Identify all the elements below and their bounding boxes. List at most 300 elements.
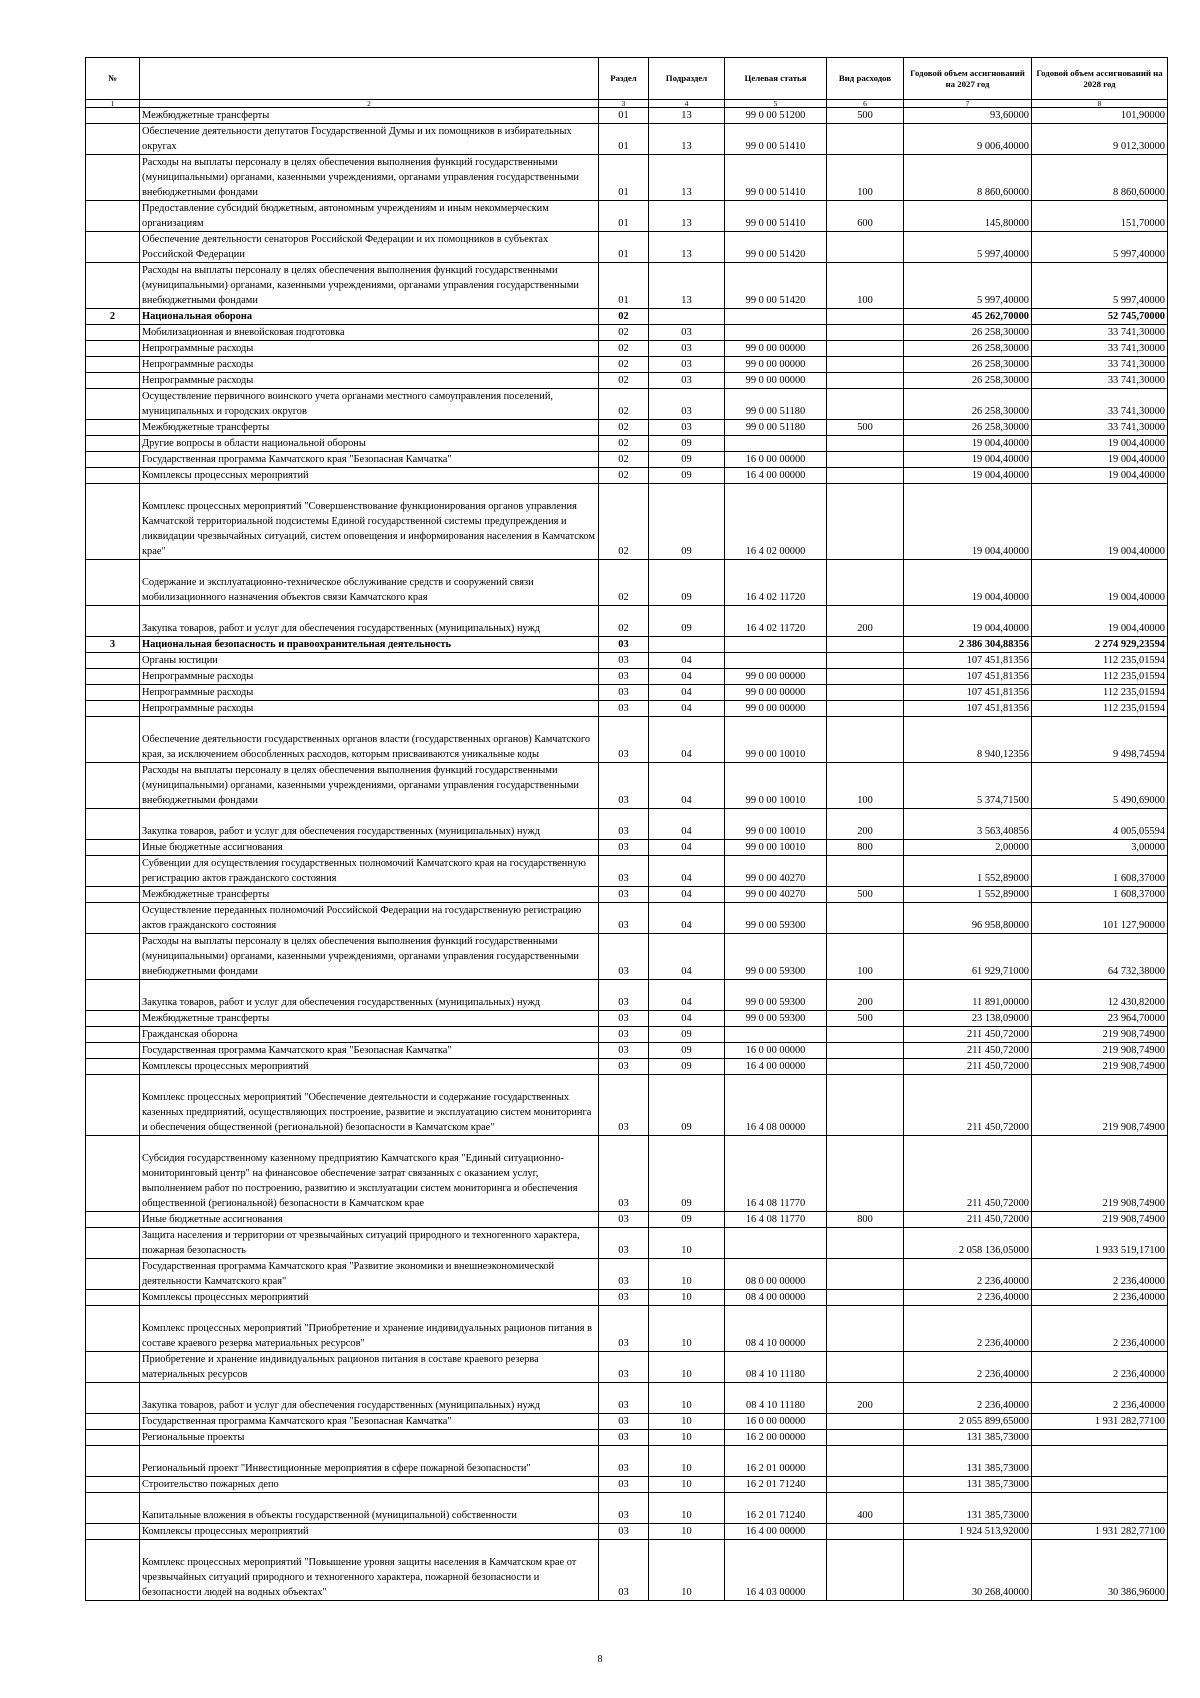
cell-expense-type xyxy=(827,325,904,341)
cell-subsection: 10 xyxy=(649,1228,725,1259)
cell-section: 03 xyxy=(599,903,649,934)
cell-amount-2027: 2 236,40000 xyxy=(904,1259,1032,1290)
cell-expense-type xyxy=(827,903,904,934)
cell-amount-2027: 30 268,40000 xyxy=(904,1540,1032,1601)
cell-number xyxy=(86,701,140,717)
table-row xyxy=(86,155,1168,201)
table-row xyxy=(86,389,1168,420)
cell-amount-2027: 3 563,40856 xyxy=(904,809,1032,840)
cell-expense-type xyxy=(827,341,904,357)
table-row xyxy=(86,1290,1168,1306)
cell-amount-2027: 107 451,81356 xyxy=(904,701,1032,717)
cell-amount-2027: 26 258,30000 xyxy=(904,373,1032,389)
table-row xyxy=(86,1540,1168,1601)
cell-amount-2028: 33 741,30000 xyxy=(1032,373,1168,389)
cell-name: Другие вопросы в области национальной обороны xyxy=(140,436,599,452)
cell-name: Расходы на выплаты персоналу в целях обеспечения выполнения функций государственными (муниципальными) органами, казенными учреждениями, органами управления государственными внебюджетными фондами xyxy=(140,263,599,309)
cell-section: 03 xyxy=(599,763,649,809)
cell-amount-2028: 2 236,40000 xyxy=(1032,1259,1168,1290)
cell-number xyxy=(86,1540,140,1601)
table-row xyxy=(86,452,1168,468)
cell-expense-type xyxy=(827,1075,904,1136)
column-index-row xyxy=(86,100,1168,108)
cell-amount-2028: 5 997,40000 xyxy=(1032,232,1168,263)
cell-number xyxy=(86,1383,140,1414)
cell-expense-type xyxy=(827,669,904,685)
cell-subsection: 04 xyxy=(649,856,725,887)
cell-name: Государственная программа Камчатского края "Безопасная Камчатка" xyxy=(140,1414,599,1430)
table-row xyxy=(86,232,1168,263)
cell-name: Закупка товаров, работ и услуг для обеспечения государственных (муниципальных) нужд xyxy=(140,809,599,840)
cell-number xyxy=(86,809,140,840)
cell-name: Обеспечение деятельности государственных органов власти (государственных органов) Камчатского края, за исключением обособленных расходов, которым присваиваются уникальные коды xyxy=(140,717,599,763)
cell-number xyxy=(86,903,140,934)
cell-expense-type: 500 xyxy=(827,420,904,436)
cell-expense-type: 200 xyxy=(827,809,904,840)
table-row xyxy=(86,1306,1168,1352)
cell-number xyxy=(86,201,140,232)
cell-subsection: 10 xyxy=(649,1352,725,1383)
cell-name: Комплексы процессных мероприятий xyxy=(140,1524,599,1540)
cell-expense-type: 100 xyxy=(827,763,904,809)
column-index: 6 xyxy=(827,100,904,108)
cell-name: Мобилизационная и вневойсковая подготовка xyxy=(140,325,599,341)
cell-name: Межбюджетные трансферты xyxy=(140,420,599,436)
cell-amount-2028: 219 908,74900 xyxy=(1032,1075,1168,1136)
cell-number xyxy=(86,1212,140,1228)
cell-target-article: 16 4 00 00000 xyxy=(725,468,827,484)
cell-number xyxy=(86,1075,140,1136)
cell-amount-2028: 19 004,40000 xyxy=(1032,452,1168,468)
cell-name: Иные бюджетные ассигнования xyxy=(140,840,599,856)
cell-subsection: 13 xyxy=(649,201,725,232)
table-row xyxy=(86,436,1168,452)
cell-section: 02 xyxy=(599,357,649,373)
cell-name: Защита населения и территории от чрезвычайных ситуаций природного и техногенного характера, пожарная безопасность xyxy=(140,1228,599,1259)
cell-number xyxy=(86,606,140,637)
cell-number xyxy=(86,389,140,420)
cell-expense-type xyxy=(827,232,904,263)
cell-name: Закупка товаров, работ и услуг для обеспечения государственных (муниципальных) нужд xyxy=(140,1383,599,1414)
table-row xyxy=(86,325,1168,341)
table-row xyxy=(86,840,1168,856)
cell-target-article: 16 4 02 00000 xyxy=(725,484,827,560)
cell-expense-type: 200 xyxy=(827,980,904,1011)
column-index: 3 xyxy=(599,100,649,108)
cell-amount-2028: 1 931 282,77100 xyxy=(1032,1524,1168,1540)
cell-name: Комплексы процессных мероприятий xyxy=(140,1059,599,1075)
cell-section: 03 xyxy=(599,1027,649,1043)
cell-amount-2027: 131 385,73000 xyxy=(904,1430,1032,1446)
cell-name: Осуществление первичного воинского учета органами местного самоуправления поселений, муниципальных и городских округов xyxy=(140,389,599,420)
cell-expense-type xyxy=(827,1524,904,1540)
cell-amount-2028: 8 860,60000 xyxy=(1032,155,1168,201)
cell-amount-2027: 2 236,40000 xyxy=(904,1383,1032,1414)
cell-section: 02 xyxy=(599,373,649,389)
cell-number xyxy=(86,1059,140,1075)
cell-subsection: 03 xyxy=(649,325,725,341)
cell-number xyxy=(86,452,140,468)
cell-subsection: 10 xyxy=(649,1259,725,1290)
cell-name: Капитальные вложения в объекты государственной (муниципальной) собственности xyxy=(140,1493,599,1524)
cell-amount-2027: 19 004,40000 xyxy=(904,468,1032,484)
cell-section: 03 xyxy=(599,934,649,980)
cell-number xyxy=(86,934,140,980)
table-row xyxy=(86,357,1168,373)
cell-amount-2027: 11 891,00000 xyxy=(904,980,1032,1011)
cell-section: 03 xyxy=(599,653,649,669)
cell-number xyxy=(86,108,140,124)
cell-expense-type xyxy=(827,560,904,606)
cell-amount-2028: 9 498,74594 xyxy=(1032,717,1168,763)
cell-expense-type xyxy=(827,701,904,717)
cell-number xyxy=(86,1352,140,1383)
cell-name: Комплекс процессных мероприятий "Приобретение и хранение индивидуальных рационов питания в составе краевого резерва материальных ресурсов" xyxy=(140,1306,599,1352)
cell-amount-2028: 112 235,01594 xyxy=(1032,669,1168,685)
cell-number xyxy=(86,155,140,201)
cell-target-article: 99 0 00 59300 xyxy=(725,903,827,934)
cell-expense-type xyxy=(827,124,904,155)
table-row xyxy=(86,701,1168,717)
table-row xyxy=(86,637,1168,653)
table-row xyxy=(86,1414,1168,1430)
cell-number xyxy=(86,1228,140,1259)
cell-target-article xyxy=(725,325,827,341)
cell-section: 03 xyxy=(599,717,649,763)
budget-table xyxy=(85,57,1168,1601)
cell-number xyxy=(86,436,140,452)
cell-section: 01 xyxy=(599,201,649,232)
cell-amount-2028: 151,70000 xyxy=(1032,201,1168,232)
cell-amount-2028 xyxy=(1032,1477,1168,1493)
cell-amount-2028: 101 127,90000 xyxy=(1032,903,1168,934)
cell-amount-2028: 219 908,74900 xyxy=(1032,1212,1168,1228)
cell-expense-type: 200 xyxy=(827,1383,904,1414)
cell-expense-type xyxy=(827,1228,904,1259)
column-index: 8 xyxy=(1032,100,1168,108)
cell-expense-type xyxy=(827,1059,904,1075)
cell-amount-2028: 219 908,74900 xyxy=(1032,1136,1168,1212)
cell-target-article: 99 0 00 51420 xyxy=(725,263,827,309)
cell-number xyxy=(86,420,140,436)
cell-subsection: 04 xyxy=(649,887,725,903)
cell-name: Строительство пожарных депо xyxy=(140,1477,599,1493)
cell-name: Осуществление переданных полномочий Российской Федерации на государственную регистрацию актов гражданского состояния xyxy=(140,903,599,934)
cell-amount-2027: 9 006,40000 xyxy=(904,124,1032,155)
cell-subsection: 09 xyxy=(649,1043,725,1059)
cell-expense-type xyxy=(827,1306,904,1352)
cell-number xyxy=(86,1477,140,1493)
cell-name: Непрограммные расходы xyxy=(140,701,599,717)
cell-amount-2028: 12 430,82000 xyxy=(1032,980,1168,1011)
cell-expense-type xyxy=(827,1352,904,1383)
cell-amount-2027: 19 004,40000 xyxy=(904,560,1032,606)
cell-number xyxy=(86,669,140,685)
cell-amount-2028: 2 236,40000 xyxy=(1032,1352,1168,1383)
cell-name: Обеспечение деятельности депутатов Государственной Думы и их помощников в избирательных округах xyxy=(140,124,599,155)
cell-name: Непрограммные расходы xyxy=(140,373,599,389)
cell-subsection: 10 xyxy=(649,1414,725,1430)
cell-subsection: 03 xyxy=(649,420,725,436)
cell-name: Иные бюджетные ассигнования xyxy=(140,1212,599,1228)
cell-subsection: 09 xyxy=(649,1075,725,1136)
cell-number xyxy=(86,1430,140,1446)
cell-name: Комплекс процессных мероприятий "Повышение уровня защиты населения в Камчатском крае от чрезвычайных ситуаций природного и техногенного характера, пожарной безопасности и безопасности людей на водных объектах" xyxy=(140,1540,599,1601)
cell-subsection: 13 xyxy=(649,155,725,201)
table-row xyxy=(86,1259,1168,1290)
cell-expense-type xyxy=(827,1414,904,1430)
cell-expense-type: 100 xyxy=(827,155,904,201)
column-index: 7 xyxy=(904,100,1032,108)
column-index: 1 xyxy=(86,100,140,108)
table-row xyxy=(86,1228,1168,1259)
cell-subsection: 09 xyxy=(649,436,725,452)
table-row xyxy=(86,1136,1168,1212)
cell-expense-type xyxy=(827,685,904,701)
cell-amount-2028: 2 274 929,23594 xyxy=(1032,637,1168,653)
cell-amount-2027: 211 450,72000 xyxy=(904,1043,1032,1059)
cell-name: Комплексы процессных мероприятий xyxy=(140,1290,599,1306)
cell-expense-type xyxy=(827,389,904,420)
cell-name: Государственная программа Камчатского края "Безопасная Камчатка" xyxy=(140,1043,599,1059)
cell-expense-type xyxy=(827,1446,904,1477)
table-row xyxy=(86,856,1168,887)
cell-amount-2028: 219 908,74900 xyxy=(1032,1059,1168,1075)
cell-subsection: 09 xyxy=(649,606,725,637)
cell-section: 03 xyxy=(599,1059,649,1075)
cell-section: 03 xyxy=(599,1477,649,1493)
cell-section: 03 xyxy=(599,980,649,1011)
header-name xyxy=(140,58,599,100)
header-subsection: Подраздел xyxy=(649,58,725,100)
cell-amount-2028: 64 732,38000 xyxy=(1032,934,1168,980)
cell-subsection: 04 xyxy=(649,653,725,669)
cell-number: 2 xyxy=(86,309,140,325)
cell-target-article: 08 4 10 00000 xyxy=(725,1306,827,1352)
cell-section: 03 xyxy=(599,809,649,840)
cell-subsection: 10 xyxy=(649,1446,725,1477)
cell-amount-2028 xyxy=(1032,1446,1168,1477)
cell-expense-type xyxy=(827,1290,904,1306)
cell-amount-2027: 19 004,40000 xyxy=(904,606,1032,637)
cell-amount-2028 xyxy=(1032,1430,1168,1446)
cell-number xyxy=(86,1524,140,1540)
cell-section: 03 xyxy=(599,1524,649,1540)
cell-name: Непрограммные расходы xyxy=(140,357,599,373)
cell-section: 03 xyxy=(599,840,649,856)
table-row xyxy=(86,1352,1168,1383)
cell-section: 03 xyxy=(599,1259,649,1290)
cell-subsection: 03 xyxy=(649,389,725,420)
cell-section: 02 xyxy=(599,309,649,325)
cell-expense-type xyxy=(827,468,904,484)
cell-number xyxy=(86,1446,140,1477)
cell-subsection: 03 xyxy=(649,373,725,389)
cell-amount-2027: 26 258,30000 xyxy=(904,325,1032,341)
cell-expense-type xyxy=(827,1540,904,1601)
cell-amount-2027: 107 451,81356 xyxy=(904,653,1032,669)
cell-section: 02 xyxy=(599,341,649,357)
cell-section: 02 xyxy=(599,468,649,484)
table-row xyxy=(86,468,1168,484)
cell-amount-2027: 2 058 136,05000 xyxy=(904,1228,1032,1259)
cell-amount-2027: 26 258,30000 xyxy=(904,341,1032,357)
cell-target-article xyxy=(725,436,827,452)
cell-target-article: 99 0 00 59300 xyxy=(725,934,827,980)
cell-target-article: 99 0 00 10010 xyxy=(725,809,827,840)
table-row xyxy=(86,1059,1168,1075)
cell-expense-type xyxy=(827,1430,904,1446)
column-index: 2 xyxy=(140,100,599,108)
cell-expense-type xyxy=(827,1043,904,1059)
cell-number xyxy=(86,341,140,357)
cell-name: Расходы на выплаты персоналу в целях обеспечения выполнения функций государственными (муниципальными) органами, казенными учреждениями, органами управления государственными внебюджетными фондами xyxy=(140,155,599,201)
cell-target-article: 99 0 00 40270 xyxy=(725,856,827,887)
cell-expense-type xyxy=(827,484,904,560)
cell-subsection: 10 xyxy=(649,1540,725,1601)
cell-number xyxy=(86,124,140,155)
cell-amount-2027: 211 450,72000 xyxy=(904,1212,1032,1228)
cell-number xyxy=(86,653,140,669)
cell-target-article xyxy=(725,653,827,669)
cell-amount-2028: 1 931 282,77100 xyxy=(1032,1414,1168,1430)
cell-subsection: 10 xyxy=(649,1477,725,1493)
page-number: 8 xyxy=(597,1654,603,1665)
cell-subsection: 04 xyxy=(649,701,725,717)
table-row xyxy=(86,606,1168,637)
cell-target-article: 99 0 00 51410 xyxy=(725,201,827,232)
cell-target-article: 08 4 00 00000 xyxy=(725,1290,827,1306)
cell-target-article: 16 2 00 00000 xyxy=(725,1430,827,1446)
cell-amount-2027: 93,60000 xyxy=(904,108,1032,124)
table-row xyxy=(86,887,1168,903)
cell-section: 03 xyxy=(599,1446,649,1477)
cell-target-article: 99 0 00 00000 xyxy=(725,357,827,373)
cell-target-article xyxy=(725,637,827,653)
cell-subsection xyxy=(649,637,725,653)
cell-name: Приобретение и хранение индивидуальных рационов питания в составе краевого резерва материальных ресурсов xyxy=(140,1352,599,1383)
table-row xyxy=(86,934,1168,980)
cell-section: 03 xyxy=(599,685,649,701)
cell-number xyxy=(86,560,140,606)
cell-name: Субвенции для осуществления государственных полномочий Камчатского края на государственную регистрацию актов гражданского состояния xyxy=(140,856,599,887)
table-row xyxy=(86,1477,1168,1493)
cell-section: 03 xyxy=(599,887,649,903)
cell-amount-2028: 33 741,30000 xyxy=(1032,357,1168,373)
cell-section: 03 xyxy=(599,856,649,887)
table-row xyxy=(86,560,1168,606)
cell-target-article: 16 4 08 11770 xyxy=(725,1212,827,1228)
table-row xyxy=(86,903,1168,934)
cell-amount-2028: 3,00000 xyxy=(1032,840,1168,856)
cell-amount-2027: 1 552,89000 xyxy=(904,856,1032,887)
cell-expense-type: 200 xyxy=(827,606,904,637)
cell-section: 03 xyxy=(599,1430,649,1446)
cell-target-article: 08 4 10 11180 xyxy=(725,1352,827,1383)
cell-number xyxy=(86,1259,140,1290)
cell-subsection: 04 xyxy=(649,1011,725,1027)
header-section: Раздел xyxy=(599,58,649,100)
cell-expense-type xyxy=(827,1136,904,1212)
cell-number xyxy=(86,1027,140,1043)
cell-name: Государственная программа Камчатского края "Развитие экономики и внешнеэкономической деятельности Камчатского края" xyxy=(140,1259,599,1290)
cell-amount-2027: 2,00000 xyxy=(904,840,1032,856)
cell-section: 02 xyxy=(599,560,649,606)
cell-name: Расходы на выплаты персоналу в целях обеспечения выполнения функций государственными (муниципальными) органами, казенными учреждениями, органами управления государственными внебюджетными фондами xyxy=(140,934,599,980)
cell-amount-2028: 33 741,30000 xyxy=(1032,389,1168,420)
cell-amount-2027: 96 958,80000 xyxy=(904,903,1032,934)
table-row xyxy=(86,201,1168,232)
cell-amount-2027: 45 262,70000 xyxy=(904,309,1032,325)
table-row xyxy=(86,1524,1168,1540)
cell-target-article: 16 4 08 00000 xyxy=(725,1075,827,1136)
cell-target-article: 99 0 00 00000 xyxy=(725,341,827,357)
cell-name: Комплекс процессных мероприятий "Совершенствование функционирования органов управления Камчатской территориальной подсистемы Единой государственной системы предупреждения и ликвидации чрезвычайных ситуаций, систем оповещения и информирования населения в Камчатском крае" xyxy=(140,484,599,560)
column-index: 4 xyxy=(649,100,725,108)
cell-target-article: 16 4 08 11770 xyxy=(725,1136,827,1212)
cell-target-article: 16 4 02 11720 xyxy=(725,560,827,606)
cell-amount-2028: 1 608,37000 xyxy=(1032,856,1168,887)
cell-section: 03 xyxy=(599,1540,649,1601)
cell-number xyxy=(86,232,140,263)
cell-name: Межбюджетные трансферты xyxy=(140,887,599,903)
cell-target-article: 16 0 00 00000 xyxy=(725,452,827,468)
cell-section: 02 xyxy=(599,389,649,420)
table-row xyxy=(86,263,1168,309)
cell-amount-2027: 5 997,40000 xyxy=(904,232,1032,263)
cell-section: 02 xyxy=(599,436,649,452)
cell-subsection: 04 xyxy=(649,840,725,856)
table-row xyxy=(86,809,1168,840)
cell-target-article: 99 0 00 51180 xyxy=(725,389,827,420)
cell-target-article: 08 0 00 00000 xyxy=(725,1259,827,1290)
cell-subsection: 04 xyxy=(649,685,725,701)
cell-section: 03 xyxy=(599,1228,649,1259)
table-row xyxy=(86,980,1168,1011)
cell-section: 03 xyxy=(599,1136,649,1212)
cell-section: 03 xyxy=(599,1383,649,1414)
table-row xyxy=(86,124,1168,155)
cell-amount-2028: 19 004,40000 xyxy=(1032,436,1168,452)
table-row xyxy=(86,341,1168,357)
cell-section: 01 xyxy=(599,124,649,155)
cell-subsection: 09 xyxy=(649,1212,725,1228)
cell-subsection: 04 xyxy=(649,934,725,980)
cell-target-article: 99 0 00 51410 xyxy=(725,124,827,155)
cell-subsection: 04 xyxy=(649,980,725,1011)
cell-target-article: 16 2 01 00000 xyxy=(725,1446,827,1477)
cell-name: Непрограммные расходы xyxy=(140,685,599,701)
table-row xyxy=(86,309,1168,325)
table-row xyxy=(86,1212,1168,1228)
cell-target-article: 99 0 00 51420 xyxy=(725,232,827,263)
table-row xyxy=(86,108,1168,124)
cell-amount-2027: 131 385,73000 xyxy=(904,1446,1032,1477)
cell-name: Непрограммные расходы xyxy=(140,669,599,685)
header-amount-2027: Годовой объем ассигнований на 2027 год xyxy=(904,58,1032,100)
cell-amount-2027: 19 004,40000 xyxy=(904,452,1032,468)
table-row xyxy=(86,653,1168,669)
cell-number xyxy=(86,1493,140,1524)
cell-expense-type: 500 xyxy=(827,887,904,903)
cell-section: 02 xyxy=(599,452,649,468)
cell-target-article: 99 0 00 00000 xyxy=(725,669,827,685)
table-row xyxy=(86,484,1168,560)
table-row xyxy=(86,420,1168,436)
cell-amount-2027: 211 450,72000 xyxy=(904,1136,1032,1212)
cell-name: Региональные проекты xyxy=(140,1430,599,1446)
cell-target-article: 99 0 00 10010 xyxy=(725,840,827,856)
